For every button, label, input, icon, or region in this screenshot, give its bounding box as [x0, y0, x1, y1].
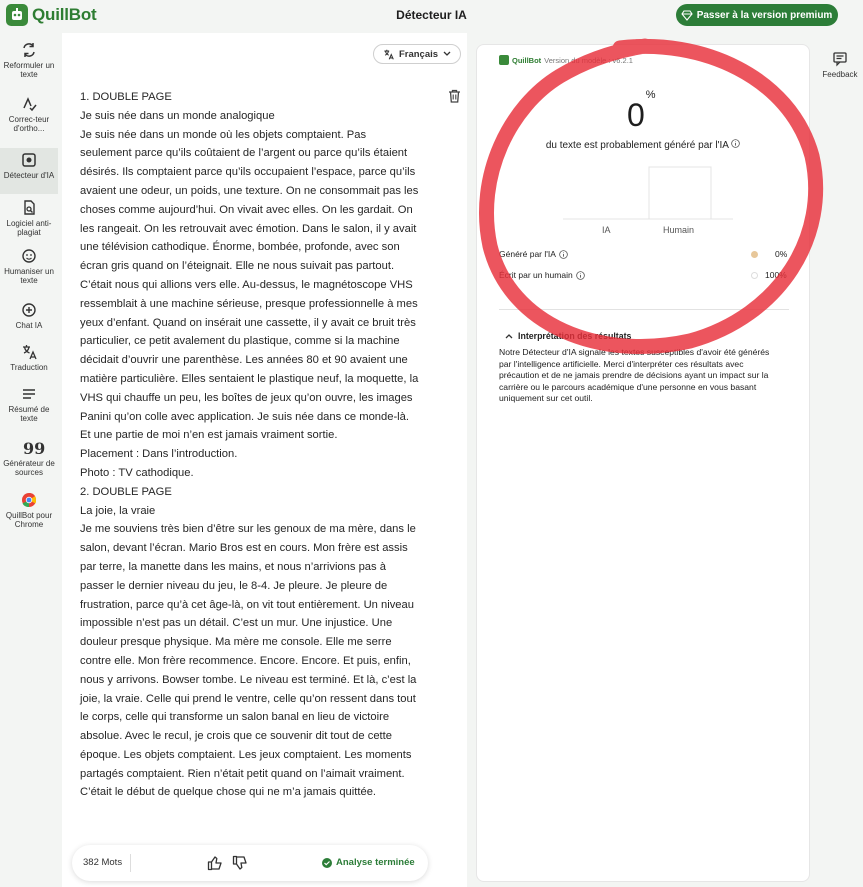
percent-sign: % [645, 89, 656, 102]
thumbs-down-icon[interactable] [232, 855, 248, 871]
sidebar-label: Correc-teur d'ortho... [8, 115, 50, 133]
svg-text:99: 99 [23, 439, 46, 458]
chart-label-ai: IA [602, 225, 611, 235]
top-bar [0, 0, 863, 32]
sidebar-item-translate[interactable] [0, 344, 58, 372]
upgrade-premium-button[interactable] [676, 4, 838, 26]
result-brand: QuillBot [512, 55, 542, 65]
ai-generated-row [499, 249, 568, 259]
model-version-row [499, 55, 633, 65]
sidebar-item-humanizer[interactable] [0, 248, 58, 285]
text-paragraph: Photo : TV cathodique. [80, 466, 194, 479]
interpretation-text: Notre Détecteur d'IA signale les textes susceptibles d'avoir été générés par l'intelligence artificielle. Merci d'interpréter ces résultats avec précaution et de ne jamais prendre de décisions ayant un impact sur la carrière ou le parcours académique d'une personne en vous basant uniquement sur cet outil. [499, 347, 770, 403]
sidebar-item-rephrase[interactable] [0, 42, 58, 79]
text-paragraph: Je me souviens très bien d’être sur les genoux de ma mère, dans le salon, devant l’écran. Mario Bros est en cours. Mon frère est assis par terre, la manette dans les mains, et nous n’arrivions pas à passer le dernier niveau du jeu, le 8-4. Je pleure. Je pleure de frustration, parce qu’à cet âge-là, on vit tout entièrement. Un niveau impossible n’est pas un détail. C’est un mur. Une injustice. Une douleur presque physique. Ma mère me console. Elle me serre contre elle. Mon frère recommence. Encore. Encore. Et puis, enfin, nous y arrivons. Bowser tombe. Le niveau est terminé. Et là, c’est la joie, la vraie. Celle qui prend le ventre, celle qu’on ressent dans tout le corps, celle qui transforme un salon banal en lieu de victoire absolue. Avec le recul, je crois que ce souvenir dit tout de cette époque. Les objets comptaient. Les jeux comptaient. Les moments partagés comptaient. Rien n’était petit quand on l’aimait vraiment. C’était le début de quelque chose qui ne m’a jamais quittée. [80, 523, 417, 799]
result-divider [499, 309, 789, 310]
sidebar-label: Chat IA [15, 321, 43, 330]
human-written-value: 100% [765, 270, 787, 280]
grammar-icon [21, 96, 37, 112]
page-title: Détecteur IA [396, 8, 467, 22]
sidebar-item-summarize[interactable] [0, 386, 58, 423]
info-icon[interactable] [576, 271, 585, 280]
language-select[interactable] [373, 44, 461, 64]
sidebar-item-plagiarism[interactable] [0, 200, 58, 237]
human-written-label: Écrit par un humain [499, 270, 573, 280]
sidebar-item-chrome[interactable] [0, 492, 58, 529]
summarize-icon [21, 386, 37, 402]
editor-footer [72, 845, 428, 881]
brand-name: QuillBot [32, 5, 97, 24]
percentage-caption [477, 139, 809, 151]
humanizer-icon [21, 248, 37, 264]
analysis-status [322, 857, 415, 868]
feedback-button[interactable] [818, 52, 862, 79]
feedback-label: Feedback [822, 70, 858, 79]
word-count: 382 Mots [83, 857, 123, 868]
ai-detector-icon [21, 152, 37, 168]
human-written-row [499, 270, 585, 280]
rephrase-icon [21, 42, 37, 58]
ai-color-dot [751, 251, 758, 258]
sidebar-label: Reformuler un texte [3, 61, 55, 79]
feedback-icon [833, 52, 847, 66]
check-circle-icon [322, 858, 332, 868]
chevron-up-icon [505, 333, 513, 339]
sidebar-label: Logiciel anti-plagiat [6, 219, 52, 237]
language-label: Français [398, 48, 439, 60]
sidebar-label: Détecteur d'IA [3, 171, 55, 180]
sidebar-label: Résumé de texte [8, 405, 50, 423]
analysis-status-label: Analyse terminée [336, 857, 415, 868]
percentage-caption-text: du texte est probablement généré par l'IA [545, 140, 729, 151]
bar-human [649, 167, 711, 219]
plagiarism-icon [21, 200, 37, 216]
sidebar-item-grammar[interactable] [0, 96, 58, 133]
sidebar-item-citation[interactable] [0, 440, 58, 477]
chrome-icon [21, 492, 37, 508]
text-paragraph: Je suis née dans un monde analogique [80, 109, 275, 122]
sidebar-item-chat[interactable] [0, 302, 58, 330]
interpretation-title: Interprétation des résultats [518, 331, 632, 341]
diamond-icon [682, 11, 692, 20]
sidebar-label: QuillBot pour Chrome [5, 511, 53, 529]
thumbs-up-icon[interactable] [207, 855, 223, 871]
text-paragraph: 1. DOUBLE PAGE [80, 91, 172, 103]
ai-generated-value: 0% [775, 249, 788, 259]
trash-icon[interactable] [448, 89, 461, 103]
interpretation-toggle[interactable] [505, 331, 631, 341]
info-icon[interactable] [731, 139, 740, 148]
ai-human-bar-chart [563, 167, 733, 239]
text-paragraph: La joie, la vraie [80, 504, 156, 517]
ai-percentage-value: 0 [627, 97, 645, 133]
divider [130, 854, 131, 872]
detection-result-panel [476, 44, 810, 882]
citation-icon [21, 439, 46, 458]
sidebar-label: Générateur de sources [3, 459, 55, 477]
text-paragraph: Je suis née dans un monde où les objets comptaient. Pas seulement parce qu’ils coûtaient de l’argent ou parce qu’ils étaient désirés. Ils comptaient parce qu’ils occupaient l’espace, parce qu’ils avaient une odeur, un poids, une texture. On ne consommait pas les choses comme aujourd’hui. On vivait avec elles. On les gardait. On les rangeait. On les retrouvait avec émotion. Dans le salon, il y avait une télévision cathodique. Énorme, bombée, profonde, avec son écran gris quand on l’éteignait. Elle ne nous suivait pas partout. C’était nous qui allions vers elle. Au-dessus, le magnétoscope VHS ressemblait à une machine sérieuse, presque professionnelle à mes yeux d’enfant. Quand on insérait une cassette, il y avait ce bruit très particulier, ce petit avalement du plastique, comme si la machine décidait d’ouvrir une parenthèse. Les années 80 et 90 avaient une matière particulière. Elles sentaient le plastique neuf, la moquette, la VHS qui chauffe un peu, les boîtes de jeux qu’on ouvre, les images Panini qu’on colle avec application. Je suis née dans ce monde-là. Et une partie de moi n’en est jamais vraiment sortie. [80, 128, 419, 442]
info-icon[interactable] [559, 250, 568, 259]
chevron-down-icon [443, 51, 451, 57]
chart-label-human: Humain [663, 225, 695, 235]
sidebar-label: Traduction [10, 363, 48, 372]
chat-icon [21, 302, 37, 318]
human-color-dot [751, 272, 758, 279]
text-paragraph: 2. DOUBLE PAGE [80, 485, 172, 498]
translate-icon [383, 49, 394, 60]
sidebar-item-ai-detector[interactable] [0, 148, 58, 194]
sidebar-label: Humaniser un texte [4, 267, 54, 285]
ai-percentage [627, 89, 656, 134]
translate-icon [21, 344, 37, 360]
ai-generated-label: Généré par l'IA [499, 249, 556, 259]
upgrade-premium-label: Passer à la version premium [696, 9, 833, 21]
text-editor-panel [62, 33, 467, 887]
model-version: Version du modèle : v6.2.1 [544, 55, 633, 65]
text-paragraph: Placement : Dans l’introduction. [80, 448, 238, 461]
input-text-area[interactable] [80, 88, 420, 802]
quillbot-mini-logo-icon [499, 55, 509, 65]
